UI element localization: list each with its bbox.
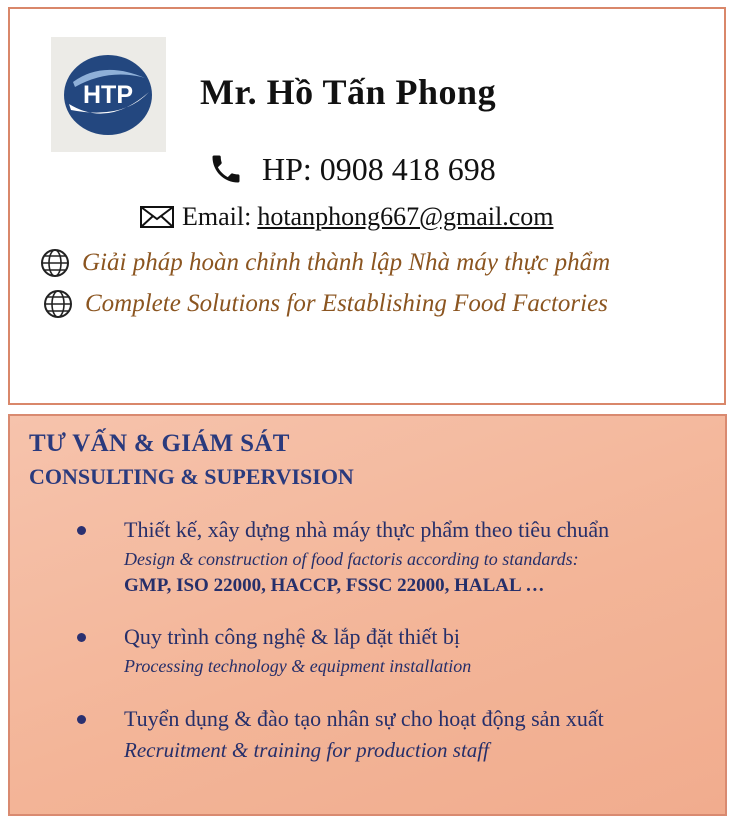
envelope-icon [140,206,174,228]
contact-name: Mr. Hồ Tấn Phong [200,72,497,112]
service-vi: Thiết kế, xây dựng nhà máy thực phẩm theo tiêu chuẩn [124,517,610,542]
phone-icon [208,151,244,187]
bullet-icon [77,715,86,724]
service-en: Processing technology & equipment installation [124,656,472,676]
bullet-icon [77,526,86,535]
logo-text: HTP [83,81,133,109]
slogan-vi-text: Giải pháp hoàn chỉnh thành lập Nhà máy thực phẩm [82,249,611,276]
service-standards: GMP, ISO 22000, HACCP, FSSC 22000, HALAL … [124,575,545,596]
slogan-vietnamese [40,246,610,280]
business-card-front [8,7,726,405]
slogan-english [43,287,608,321]
services-subtitle: CONSULTING & SUPERVISION [29,464,354,489]
htp-logo-icon [63,54,153,136]
service-vi: Tuyển dụng & đào tạo nhân sự cho hoạt động sản xuất [124,706,604,731]
business-card-back [8,414,727,816]
globe-icon [40,248,70,278]
services-title: TƯ VẤN & GIÁM SÁT [29,430,290,457]
service-en: Design & construction of food factoris according to standards: [124,549,579,569]
phone-number: HP: 0908 418 698 [262,150,496,187]
htp-logo [51,37,166,152]
phone-row [208,149,496,189]
email-label: Email: [182,202,252,231]
service-vi: Quy trình công nghệ & lắp đặt thiết bị [124,624,461,649]
bullet-icon [77,633,86,642]
email-row [140,202,554,232]
globe-icon [43,289,73,319]
email-link[interactable]: hotanphong667@gmail.com [257,202,554,231]
slogan-en-text: Complete Solutions for Establishing Food Factories [85,290,608,317]
service-en: Recruitment & training for production staff [124,738,489,762]
